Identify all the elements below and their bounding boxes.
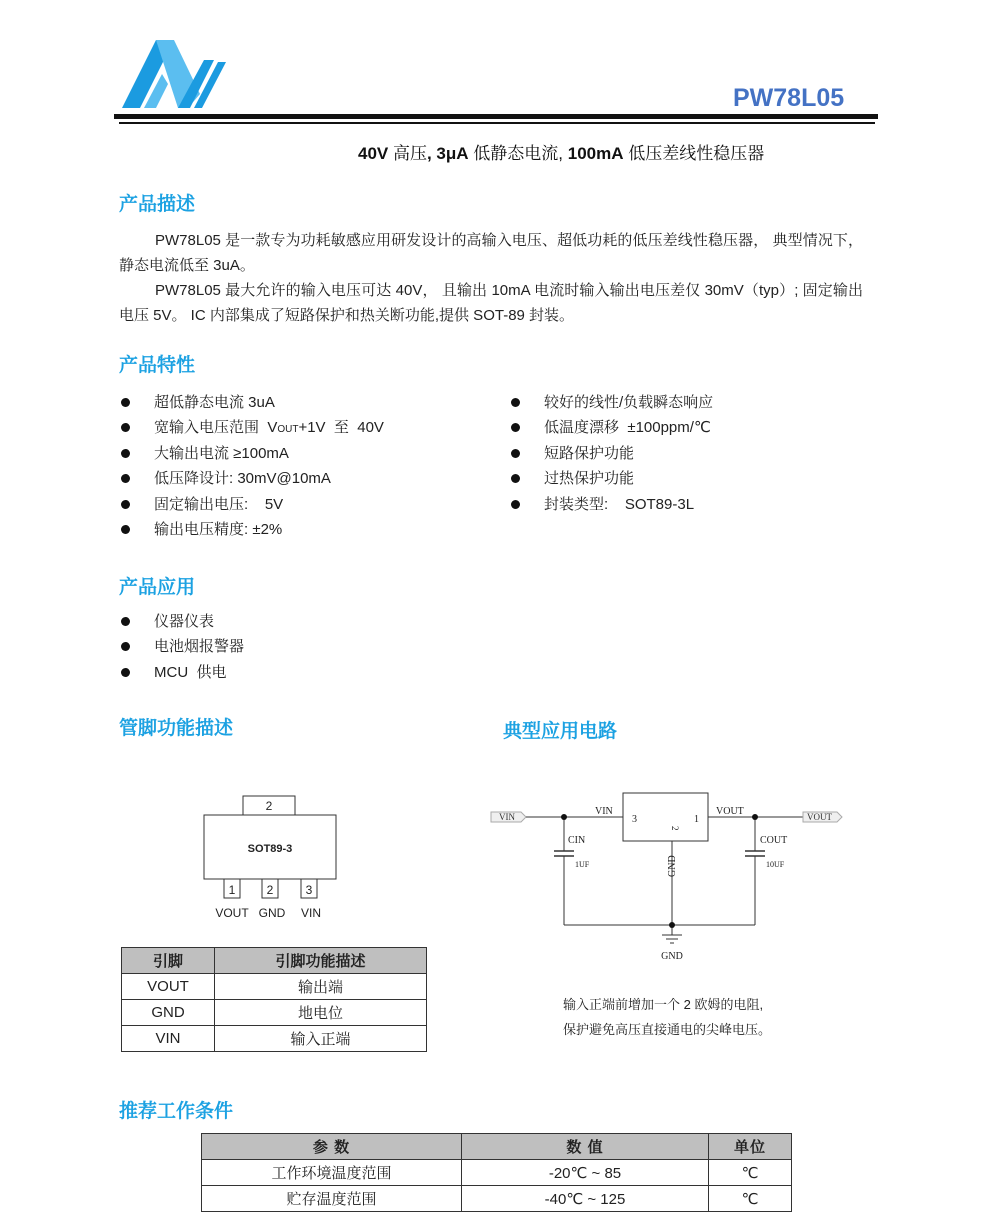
junction-dot [669, 922, 675, 928]
feature-text: 低温度漂移 ±100ppm/℃ [544, 419, 711, 437]
feature-text: 输出电压精度: ±2% [154, 520, 283, 538]
section-title-pinout: 管脚功能描述 [119, 718, 234, 739]
application-text: 电池烟报警器 [154, 638, 245, 656]
feature-item [119, 466, 384, 491]
bullet-icon [121, 474, 130, 483]
table-cell: 工作环境温度范围 [202, 1160, 462, 1186]
pin-number: 3 [305, 883, 313, 897]
bullet-icon [121, 423, 130, 432]
feature-item [509, 492, 713, 517]
section-title-conditions: 推荐工作条件 [119, 1101, 234, 1122]
pin-number: 1 [228, 883, 236, 897]
application-item [119, 660, 244, 685]
gnd-symbol-label: GND [661, 951, 683, 962]
bullet-icon [121, 500, 130, 509]
feature-text: 过热保护功能 [544, 470, 635, 488]
feature-item [119, 441, 384, 466]
features-list-right [509, 390, 713, 517]
table-header-cell: 单位 [709, 1134, 792, 1160]
bullet-icon [511, 449, 520, 458]
circuit-note-line: 保护避免高压直接通电的尖峰电压。 [563, 1022, 772, 1037]
product-subtitle [358, 139, 764, 164]
section-title-description: 产品描述 [119, 194, 196, 215]
gnd-net-label: GND [667, 855, 678, 877]
application-item [119, 609, 244, 634]
table-cell: VOUT [122, 974, 215, 1000]
ic-pin2-label: 2 [670, 826, 680, 831]
feature-text: 宽输入电压范围 VOUT+1V 至 40V [154, 419, 384, 437]
description-paragraph: PW78L05 是一款专为功耗敏感应用研发设计的高输入电压、超低功耗的低压差线性稳压器， 典型情况下， 静态电流低至 3uA。 [119, 232, 863, 274]
bullet-icon [511, 500, 520, 509]
feature-item [509, 390, 713, 415]
feature-text: 超低静态电流 3uA [154, 394, 275, 411]
table-cell: 地电位 [215, 1000, 427, 1026]
ic-pin3-label: 3 [632, 814, 637, 825]
table-cell: VIN [122, 1026, 215, 1052]
subtitle-current: , 3μA [426, 144, 469, 163]
subtitle-text: 低静态电流, [468, 144, 568, 163]
tab-pin-number: 2 [265, 799, 273, 813]
feature-text: 低压降设计: 30mV@10mA [154, 470, 331, 488]
ic-pin1-label: 1 [694, 814, 699, 825]
pin-name: VOUT [215, 906, 249, 920]
table-header-row [122, 948, 427, 974]
bullet-icon [511, 398, 520, 407]
bullet-icon [121, 668, 130, 677]
feature-item [119, 492, 384, 517]
bullet-icon [511, 423, 520, 432]
table-cell: -40℃ ~ 125 [462, 1186, 709, 1212]
table-row [122, 1000, 427, 1026]
typical-application-circuit [485, 785, 855, 965]
table-cell: ℃ [709, 1186, 792, 1212]
table-header-cell: 引脚功能描述 [215, 948, 427, 974]
table-cell: -20℃ ~ 85 [462, 1160, 709, 1186]
circuit-note [563, 992, 771, 1042]
feature-text: 较好的线性/负载瞬态响应 [544, 394, 714, 411]
table-cell: ℃ [709, 1160, 792, 1186]
cin-value: 1UF [575, 860, 590, 869]
part-number: PW78L05 [733, 84, 845, 112]
junction-dot [752, 814, 758, 820]
vout-net-label: VOUT [716, 806, 744, 817]
table-cell: GND [122, 1000, 215, 1026]
bullet-icon [121, 642, 130, 651]
table-header-row [202, 1134, 792, 1160]
sot89-package-diagram [190, 785, 360, 925]
operating-conditions-table [201, 1133, 792, 1212]
feature-text: 短路保护功能 [544, 444, 635, 462]
vin-port-label: VIN [499, 812, 515, 822]
table-header-cell: 数 值 [462, 1134, 709, 1160]
feature-item [119, 415, 384, 440]
application-item [119, 634, 244, 659]
subtitle-text: 高压 [388, 144, 427, 163]
table-row [122, 974, 427, 1000]
cin-label: CIN [568, 835, 586, 846]
pin-name: GND [258, 906, 286, 920]
vin-net-label: VIN [595, 806, 613, 817]
table-cell: 输入正端 [215, 1026, 427, 1052]
subtitle-voltage: 40V [358, 144, 389, 163]
pin-function-table [121, 947, 427, 1052]
circuit-note-line: 输入正端前增加一个 2 欧姆的电阻, [563, 997, 764, 1012]
feature-item [509, 466, 713, 491]
description-paragraph: PW78L05 最大允许的输入电压可达 40V， 且输出 10mA 电流时输入输出电压差仅 30mV（typ）; 固定输出电压 5V。 IC 内部集成了短路保护和热关断功能,提供 SOT-89 封装。 [119, 282, 863, 324]
feature-text: 大输出电流 ≥100mA [154, 444, 289, 462]
bullet-icon [511, 474, 520, 483]
subtitle-text: 低压差线性稳压器 [623, 144, 765, 163]
feature-item [119, 390, 384, 415]
feature-text: 固定输出电压: 5V [154, 495, 284, 513]
table-header-cell: 参 数 [202, 1134, 462, 1160]
bullet-icon [121, 398, 130, 407]
table-header-cell: 引脚 [122, 948, 215, 974]
bullet-icon [121, 617, 130, 626]
application-text: MCU 供电 [154, 663, 227, 681]
section-title-applications: 产品应用 [119, 577, 196, 598]
feature-text: 封装类型: SOT89-3L [544, 495, 695, 513]
features-list-left [119, 390, 384, 542]
section-title-circuit: 典型应用电路 [503, 721, 618, 742]
feature-item [509, 441, 713, 466]
bullet-icon [121, 449, 130, 458]
pin-name: VIN [300, 906, 322, 920]
junction-dot [561, 814, 567, 820]
bullet-icon [121, 525, 130, 534]
header-rule-thick [114, 114, 878, 119]
feature-item [509, 415, 713, 440]
pin-number: 2 [266, 883, 274, 897]
section-title-features: 产品特性 [119, 355, 196, 376]
table-row [202, 1160, 792, 1186]
table-cell: 输出端 [215, 974, 427, 1000]
table-row [202, 1186, 792, 1212]
header-rule-thin [119, 122, 875, 124]
subtitle-output: 100mA [567, 144, 624, 163]
applications-list [119, 609, 244, 685]
company-logo [122, 40, 232, 112]
application-text: 仪器仪表 [154, 613, 215, 630]
table-row [122, 1026, 427, 1052]
package-label: SOT89-3 [247, 843, 293, 855]
description-body [119, 228, 863, 328]
table-cell: 贮存温度范围 [202, 1186, 462, 1212]
cout-value: 10UF [766, 860, 785, 869]
vout-port-label: VOUT [807, 812, 832, 822]
feature-item [119, 517, 384, 542]
cout-label: COUT [760, 835, 788, 846]
